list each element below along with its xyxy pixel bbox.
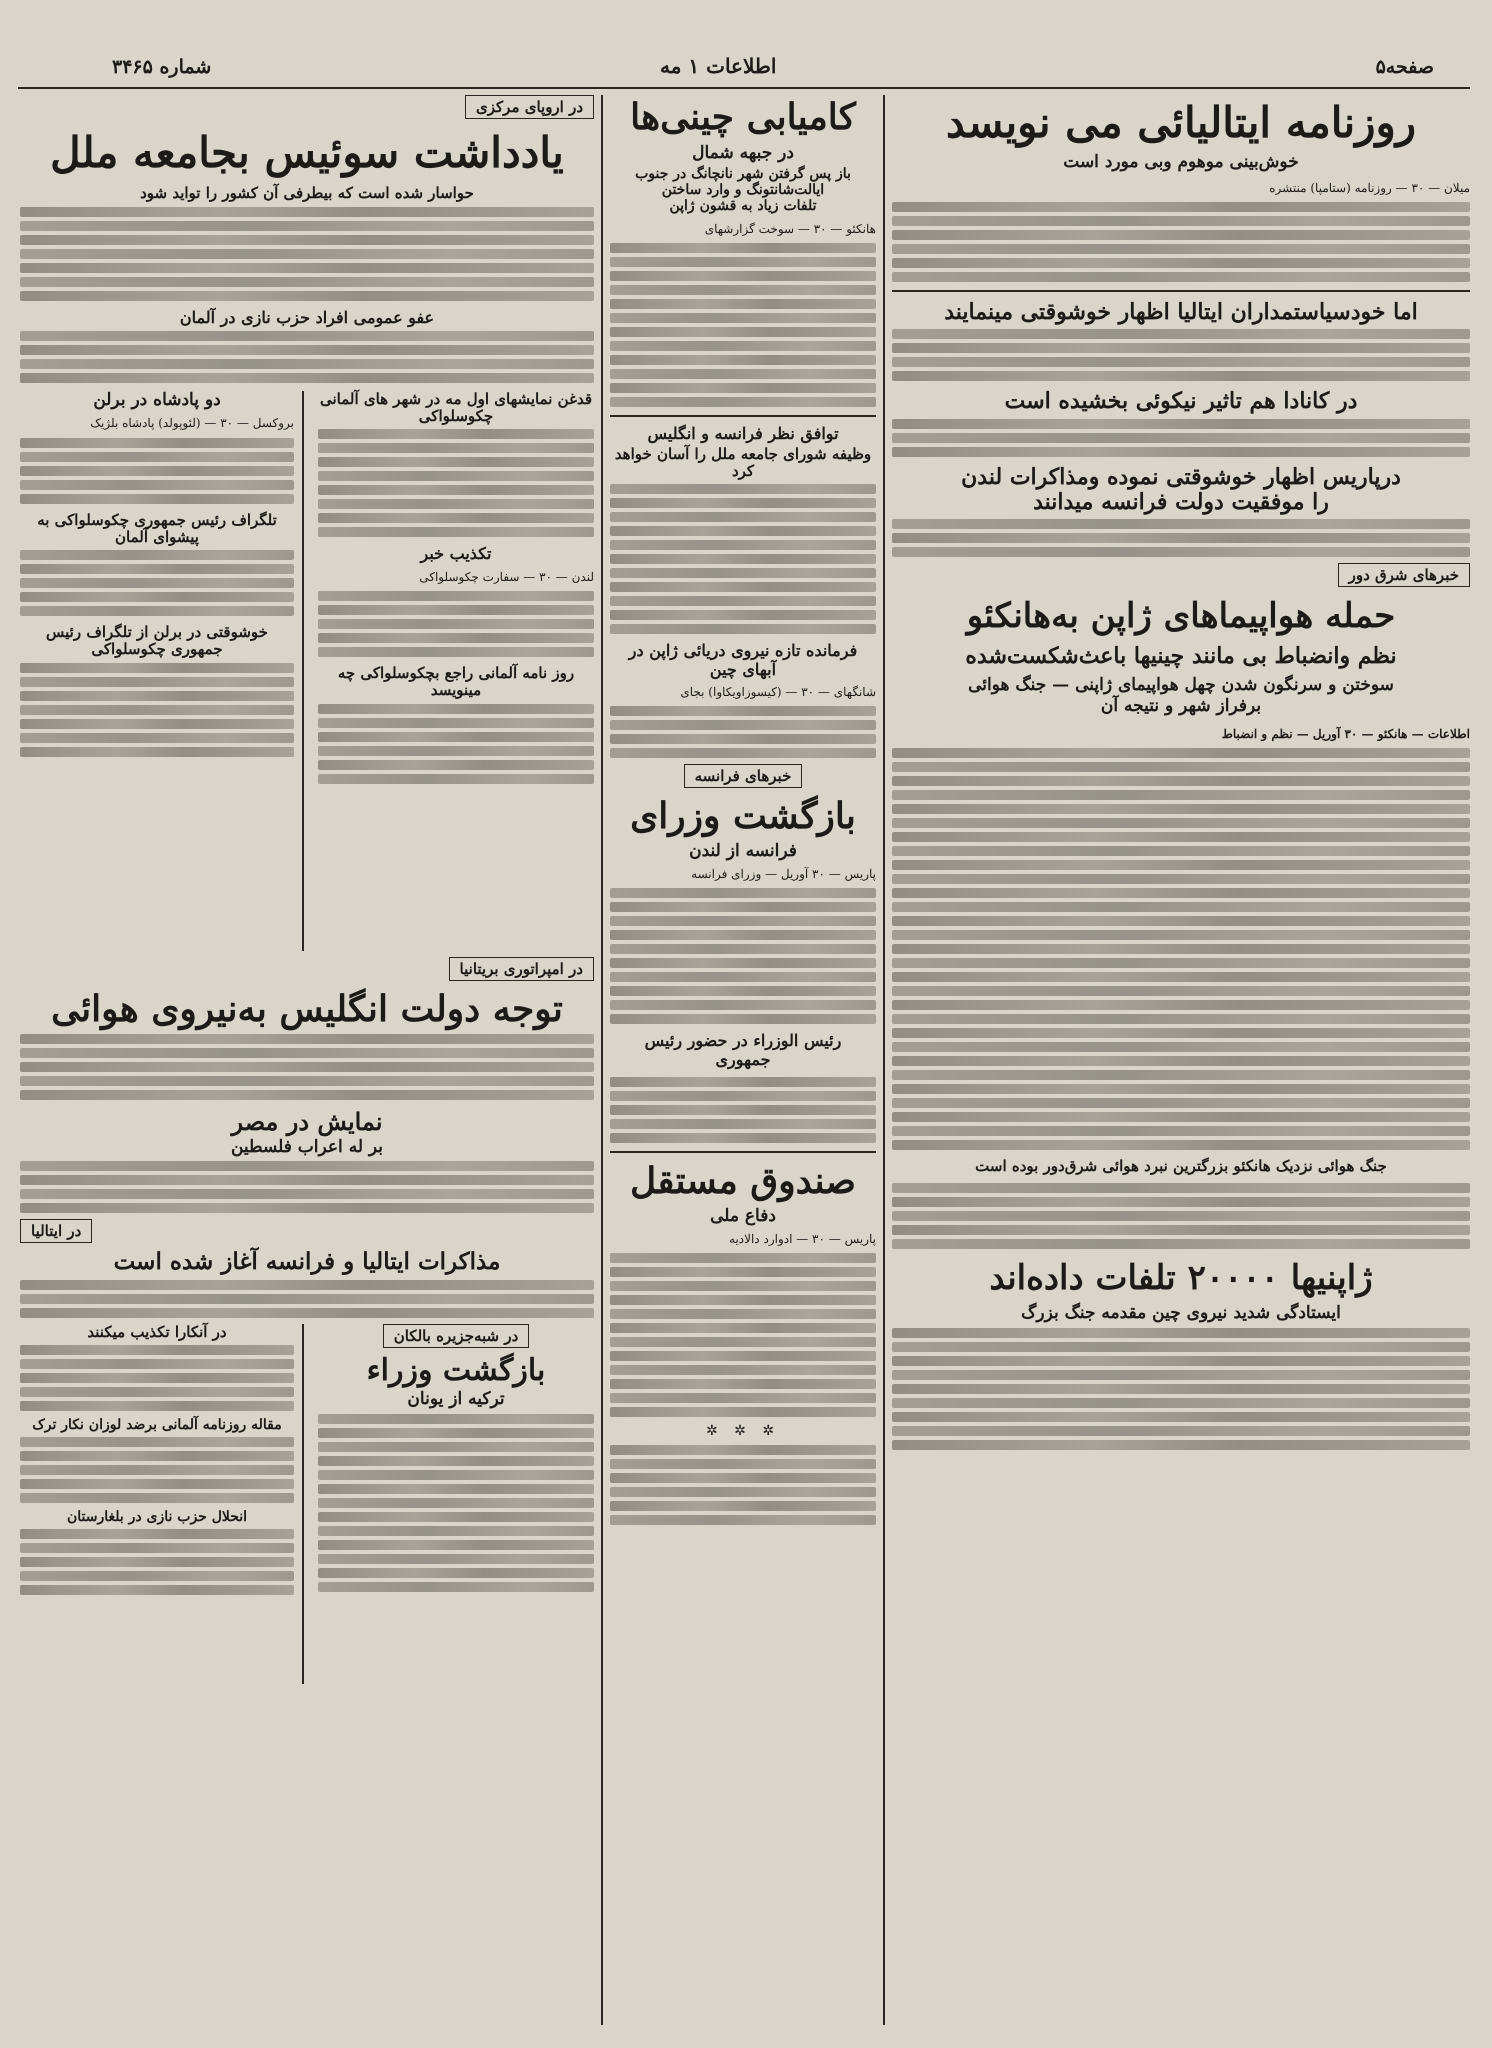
subhead-italian-paper: خوش‌بینی موهوم وبی مورد است: [1063, 152, 1299, 173]
subhead-chinese-1: در جبهه شمال: [692, 143, 794, 164]
headline-chinese-success: کامیابی چینی‌ها: [630, 96, 856, 138]
subhead-league: وظیفه شورای جامعه ملل را آسان خواهد کرد: [614, 444, 872, 481]
dateline-denial: لندن — ۳۰ — سفارت چکوسلواکی: [419, 569, 594, 584]
headline-franco-british: توافق نظر فرانسه و انگلیس: [647, 424, 839, 444]
section-italy: در ایتالیا: [20, 1219, 92, 1243]
headline-ministers-return: بازگشت وزرای: [630, 795, 856, 838]
subhead-chinese-2: باز پس گرفتن شهر نانچانگ در جنوب ایالت‌شانتونگ و وارد ساختن: [635, 165, 851, 199]
headline-italian-paper: روزنامه ایتالیائی می نویسد: [945, 98, 1417, 147]
headline-hankow-attack: حمله هواپیماهای ژاپن به‌هانکئو: [966, 596, 1396, 637]
headline-denial: تکذیب خبر: [420, 544, 492, 564]
dateline-italian-paper: میلان — ۳۰ — روزنامه (ستامپا) منتشره: [1269, 180, 1470, 195]
dateline-chinese: هانکئو — ۳۰ — سوخت گزارشهای: [704, 222, 876, 237]
subhead-hankow-2: سوختن و سرنگون شدن چهل هواپیمای ژاپنی — جنگ هوائی: [968, 674, 1394, 695]
dateline-ministers: پاریس — ۳۰ آوریل — وزرای فرانسه: [691, 867, 876, 882]
headline-two-kings: دو پادشاه در برلن: [93, 389, 221, 410]
headline-canada: در کانادا هم تاثیر نیکوئی بخشیده است: [1004, 388, 1358, 415]
headline-bulgaria-nazi: انحلال حزب نازی در بلغارستان: [66, 1509, 248, 1526]
subhead-national-defense: دفاع ملی: [710, 1205, 776, 1226]
headline-hankow-air-battle: جنگ هوائی نزدیک هانکئو بزرگترین نبرد هوائی شرق‌دور بوده است: [975, 1156, 1387, 1175]
headline-swiss-note: یادداشت سوئیس بجامعه ملل: [50, 128, 564, 177]
dateline-fund: پاریس — ۳۰ — ادوارد دالادیه: [729, 1232, 876, 1247]
section-balkan: در شبه‌جزیره بالکان: [383, 1324, 530, 1348]
headline-czech-telegram: تلگراف رئیس جمهوری چکوسلواکی به پیشوای آلمان: [37, 510, 277, 546]
headline-german-article: مقاله روزنامه آلمانی برضد لوزان نکار ترک: [32, 1417, 282, 1434]
ornament-divider: ✲ ✲ ✲: [705, 1423, 781, 1440]
headline-paris: درپاریس اظهار خوشوقتی نموده ومذاکرات لندن را موفقیت دولت فرانسه میدانند: [961, 463, 1401, 515]
headline-pm-president: رئیس الوزراء در حضور رئیس جمهوری: [644, 1031, 842, 1069]
section-central-europe: در اروپای مرکزی: [465, 95, 594, 119]
subhead-hankow-3: برفراز شهر و نتیجه آن: [1100, 696, 1262, 717]
headline-return-ministers: بازگشت وزراء: [366, 1352, 546, 1388]
inner-column-rule: [302, 391, 304, 951]
column-middle: [610, 95, 876, 2030]
headline-independent-fund: صندوق مستقل: [630, 1160, 856, 1203]
dateline-navy: شانگهای — ۳۰ — (کیسوزاویکاوا) بجای: [680, 685, 876, 700]
section-british-empire: در امپراتوری بریتانیا: [449, 957, 594, 981]
headline-nazi-amnesty: عفو عمومی افراد حزب نازی در آلمان: [179, 307, 435, 327]
headline-may-day-ban: قدغن نمایشهای اول مه در شهر های آلمانی چکوسلواکی: [319, 389, 592, 426]
subhead-egypt-demo: بر له اعراب فلسطین: [230, 1136, 384, 1157]
column-right: [892, 95, 1470, 2030]
headline-statesmen: اما خودسیاستمداران ایتالیا اظهار خوشوقتی مینمایند: [944, 299, 1418, 326]
column-rule-left: [601, 95, 603, 2025]
headline-air-force: توجه دولت انگلیس به‌نیروی هوائی: [51, 987, 563, 1030]
column-left: [20, 95, 594, 2030]
headline-egypt-demo: نمایش در مصر: [231, 1107, 383, 1137]
headline-japanese-losses: ژاپنیها ۲۰۰۰۰ تلفات داده‌اند: [989, 1258, 1373, 1299]
section-france: خبرهای فرانسه: [684, 764, 803, 788]
subhead-chinese-3: تلفات زیاد به قشون ژاپن: [669, 198, 817, 215]
headline-italy-france: مذاکرات ایتالیا و فرانسه آغاز شده است: [113, 1248, 501, 1276]
dateline-hankow: اطلاعات — هانکئو — ۳۰ آوریل — نظم و انضباط: [1221, 726, 1470, 741]
headline-german-paper: روز نامه آلمانی راجع بچکوسلواکی چه مینویسد: [337, 664, 575, 700]
inner-column-rule-lower: [302, 1324, 304, 1684]
masthead-rule: [18, 87, 1470, 89]
headline-berlin-satisfaction: خوشوقتی در برلن از تلگراف رئیس جمهوری چکوسلواکی: [46, 623, 268, 659]
section-far-east: خبرهای شرق دور: [1338, 563, 1470, 587]
headline-navy-commander: فرمانده تازه نیروی دریائی ژاپن در آبهای چین: [628, 641, 858, 679]
column-rule-right: [883, 95, 885, 2025]
subhead-hankow-1: نظم وانضباط بی مانند چینیها باعث‌شکست‌شده: [965, 643, 1397, 670]
paper-name: اطلاعات ۱ مه: [660, 54, 777, 78]
issue-number: شماره ۳۴۶۵: [112, 56, 212, 78]
subhead-ministers-return: فرانسه از لندن: [689, 840, 797, 861]
page-label: صفحه۵: [1375, 56, 1434, 78]
subhead-swiss-note: حواسار شده است که بیطرفی آن کشور را تواید شود: [140, 184, 474, 203]
subhead-return-ministers: ترکیه از یونان: [407, 1389, 505, 1410]
headline-ankara-denial: در آنکارا تکذیب میکنند: [87, 1322, 227, 1341]
dateline-two-kings: بروکسل — ۳۰ — (لئوپولد) پادشاه بلژیک: [90, 416, 294, 431]
subhead-japanese-losses: ایستادگی شدید نیروی چین مقدمه جنگ بزرگ: [1021, 1303, 1341, 1324]
